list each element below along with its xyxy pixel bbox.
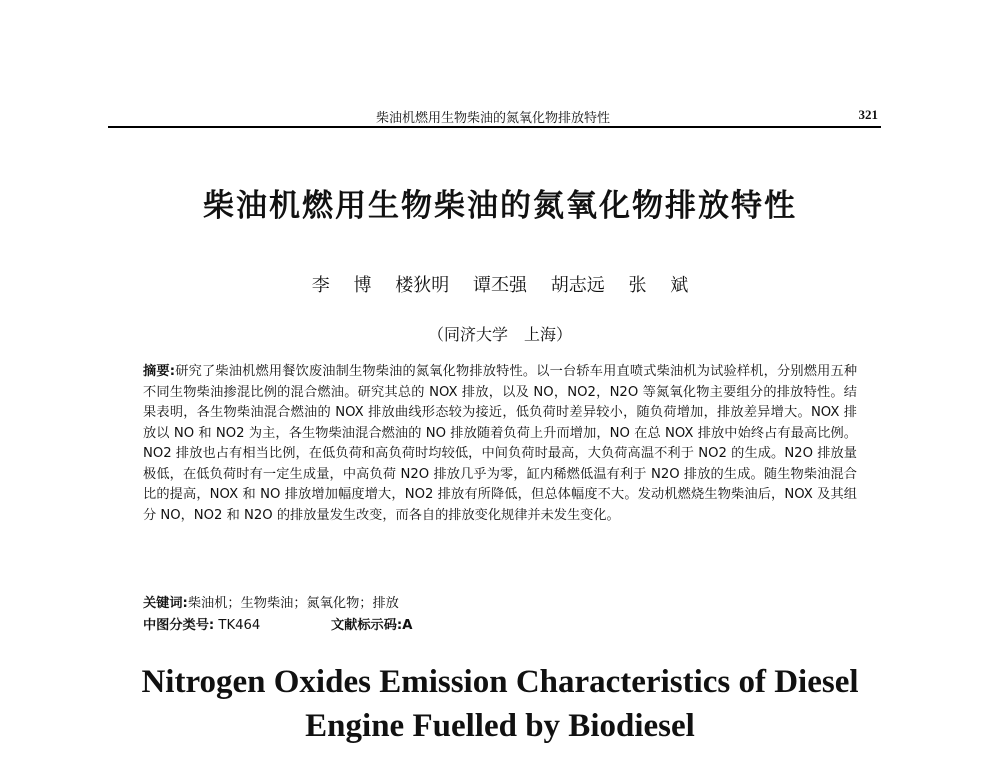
affiliation: （同济大学 上海） — [427, 325, 572, 344]
title-en-line-2: Engine Fuelled by Biodiesel — [305, 708, 695, 744]
keywords — [143, 592, 399, 611]
abstract-label: 摘要: — [143, 364, 176, 379]
page-number: 321 — [858, 107, 878, 122]
abstract-text: 研究了柴油机燃用餐饮废油制生物柴油的氮氧化物排放特性。以一台轿车用直喷式柴油机为试验样机，分别燃用五种不同生物柴油掺混比例的混合燃油。研究其总的 NOX 排放，以及 NO，NO2，N2O 等氮氧化物主要组分的排放特性。结果表明，各生物柴油混合燃油的 NOX 排放曲线形态较为接近，低负荷时差异较小，随负荷增加，排放差异增大。NOX 排放以 NO 和 NO2 为主，各生物柴油混合燃油的 NO 排放随着负荷上升而增加，NO 在总 NOX 排放中始终占有最高比例。NO2 排放也占有相当比例，在低负荷和高负荷时均较低，中间负荷时最高，大负荷高温不利于 NO2 的生成。N2O 排放量极低，在低负荷时有一定生成量，中高负荷 N2O 排放几乎为零，缸内稀燃低温有利于 N2O 排放的生成。随生物柴油混合比的提高，NOX 和 NO 排放增加幅度增大，NO2 排放有所降低，但总体幅度不大。发动机燃烧生物柴油后，NOX 及其组分 NO，NO2 和 N2O 的排放量发生改变，而各自的排放变化规律并未发生变化。 — [143, 364, 858, 523]
keywords-text: 柴油机；生物柴油；氮氧化物；排放 — [187, 596, 399, 611]
classification-line — [143, 614, 857, 633]
author-list — [0, 271, 1000, 297]
classification-value: TK464 — [218, 618, 261, 633]
author-name: 谭丕强 — [473, 275, 527, 296]
abstract — [143, 362, 857, 526]
header-rule — [108, 126, 881, 128]
running-title: 柴油机燃用生物柴油的氮氧化物排放特性 — [375, 111, 610, 126]
paper-title-english — [0, 660, 1000, 748]
running-header — [108, 107, 878, 125]
author-name: 胡志远 — [550, 275, 605, 296]
document-code — [331, 614, 412, 633]
author-name: 楼狄明 — [395, 275, 450, 296]
classification-label: 中图分类号: — [143, 618, 215, 633]
keywords-label: 关键词: — [143, 596, 188, 611]
paper-title-chinese: 柴油机燃用生物柴油的氮氧化物排放特性 — [203, 188, 797, 224]
document-code-value: A — [402, 618, 413, 633]
document-code-label: 文献标示码: — [331, 618, 403, 633]
author-name: 张 斌 — [628, 275, 689, 296]
author-name: 李 博 — [311, 275, 372, 296]
title-en-line-1: Nitrogen Oxides Emission Characteristics of Diesel — [141, 664, 859, 700]
